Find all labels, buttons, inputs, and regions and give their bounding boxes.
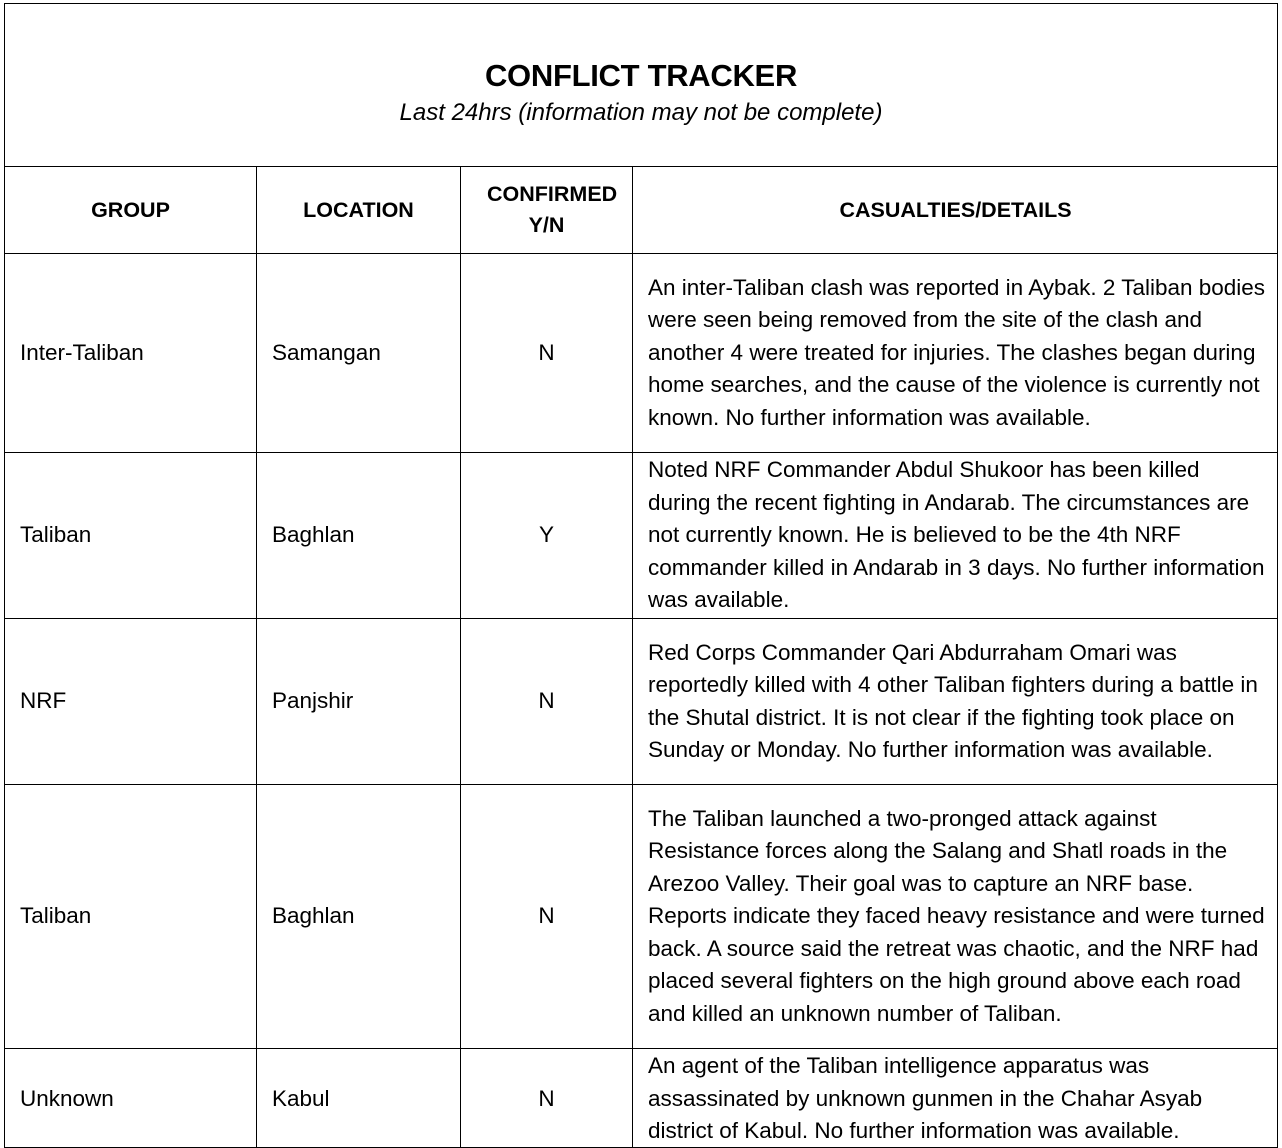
table-row xyxy=(5,1049,1279,1148)
table-header-row xyxy=(5,167,1279,254)
location-cell: Kabul xyxy=(257,1049,461,1148)
table-row xyxy=(5,785,1279,1049)
group-cell: NRF xyxy=(5,619,257,785)
page-title: CONFLICT TRACKER xyxy=(484,58,798,93)
details-cell: The Taliban launched a two-pronged attack against Resistance forces along the Salang and Shatl roads in the Arezoo Valley. Their goal was to capture an NRF base. Reports indicate they faced heavy resistance and were turned back. A source said the retreat was chaotic, and the NRF had placed several fighters on the high ground above each road and killed an unknown number of Taliban. xyxy=(633,785,1279,1049)
confirmed-cell: N xyxy=(461,1049,633,1148)
confirmed-cell: N xyxy=(461,254,633,453)
column-header-details: CASUALTIES/DETAILS xyxy=(633,167,1279,254)
table-row xyxy=(5,254,1279,453)
column-header-location: LOCATION xyxy=(257,167,461,254)
confirmed-cell: Y xyxy=(461,453,633,619)
table-row xyxy=(5,619,1279,785)
conflict-table xyxy=(4,167,1278,1148)
group-cell: Unknown xyxy=(5,1049,257,1148)
details-cell: Noted NRF Commander Abdul Shukoor has been killed during the recent fighting in Andarab. The circumstances are not currently known. He is believed to be the 4th NRF commander killed in Andarab in 3 days. No further information was available. xyxy=(633,453,1279,619)
column-header-group: GROUP xyxy=(5,167,257,254)
details-cell: An agent of the Taliban intelligence apparatus was assassinated by unknown gunmen in the Chahar Asyab district of Kabul. No further information was available. xyxy=(633,1049,1279,1148)
group-cell: Inter-Taliban xyxy=(5,254,257,453)
location-cell: Samangan xyxy=(257,254,461,453)
group-cell: Taliban xyxy=(5,453,257,619)
conflict-tracker-document xyxy=(4,3,1278,1148)
location-cell: Baghlan xyxy=(257,453,461,619)
confirmed-cell: N xyxy=(461,785,633,1049)
table-row xyxy=(5,453,1279,619)
location-cell: Baghlan xyxy=(257,785,461,1049)
location-cell: Panjshir xyxy=(257,619,461,785)
details-cell: An inter-Taliban clash was reported in Aybak. 2 Taliban bodies were seen being removed from the site of the clash and another 4 were treated for injuries. The clashes began during home searches, and the cause of the violence is currently not known. No further information was available. xyxy=(633,254,1279,453)
confirmed-cell: N xyxy=(461,619,633,785)
title-block xyxy=(5,4,1277,167)
column-header-confirmed: CONFIRMED Y/N xyxy=(461,167,633,254)
group-cell: Taliban xyxy=(5,785,257,1049)
details-cell: Red Corps Commander Qari Abdurraham Omari was reportedly killed with 4 other Taliban fighters during a battle in the Shutal district. It is not clear if the fighting took place on Sunday or Monday. No further information was available. xyxy=(633,619,1279,785)
page-subtitle: Last 24hrs (information may not be complete) xyxy=(399,99,883,126)
